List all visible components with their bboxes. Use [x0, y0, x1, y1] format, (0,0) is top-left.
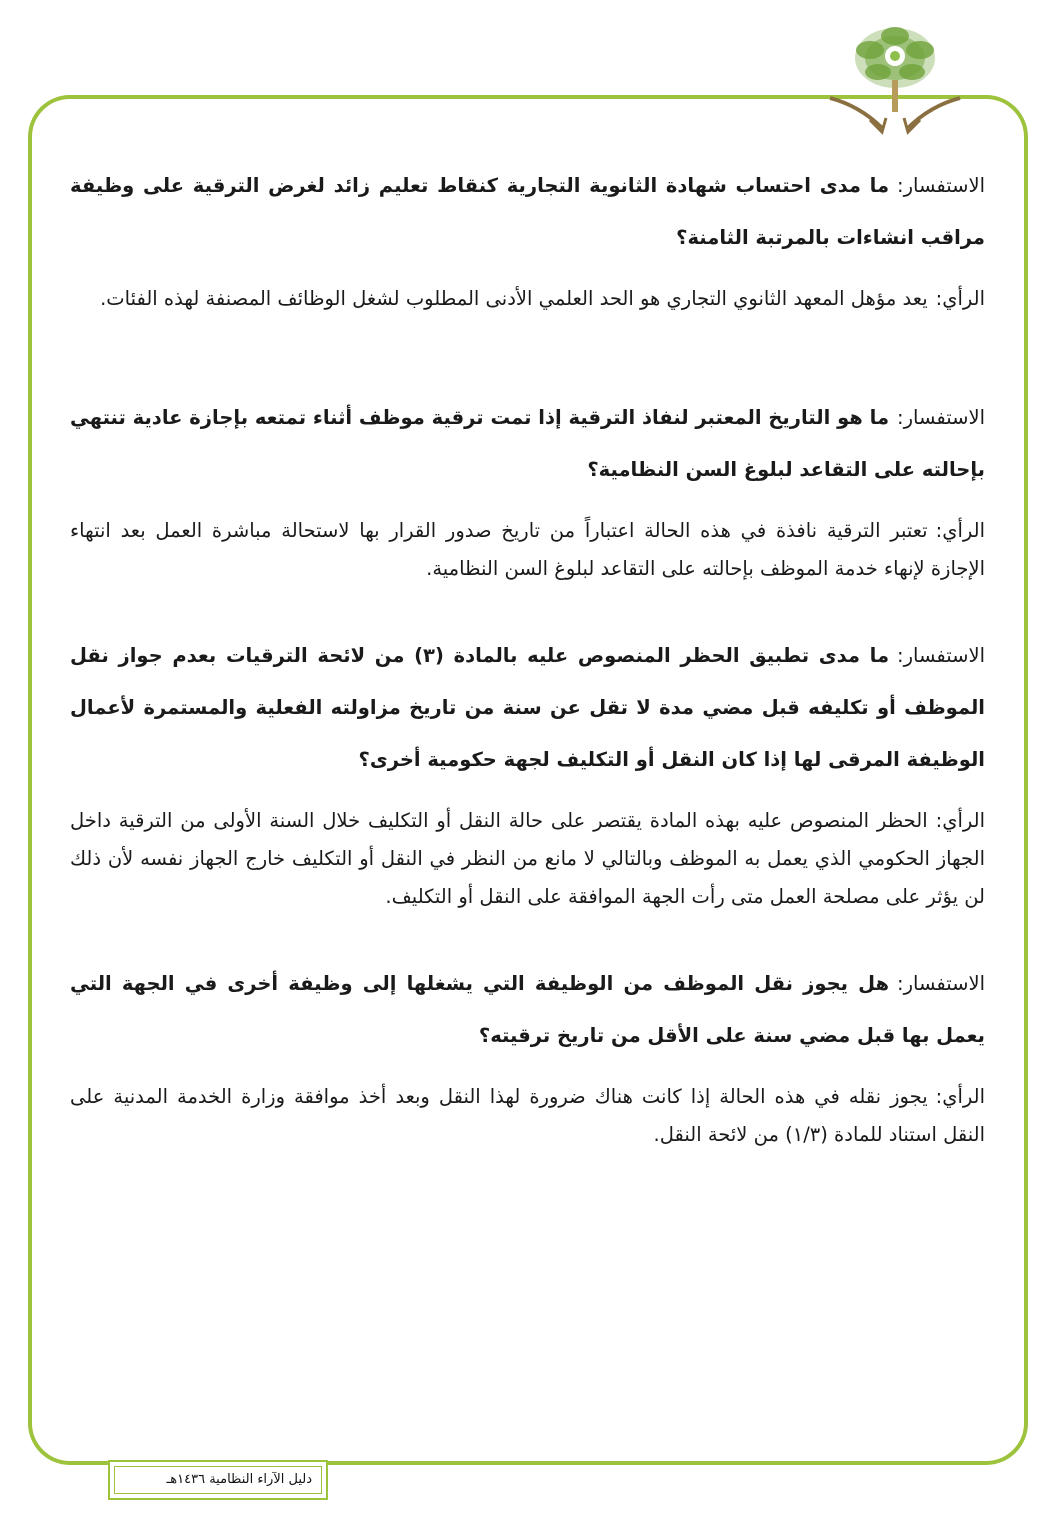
question: الاستفسار:هل يجوز نقل الموظف من الوظيفة التي يشغلها إلى وظيفة أخرى في الجهة التي يعمل بها قبل مضي سنة على الأقل من تاريخ ترقيته؟	[70, 972, 985, 1047]
qa-item	[70, 630, 985, 916]
answer: الرأي:تعتبر الترقية نافذة في هذه الحالة اعتباراً من تاريخ صدور القرار بها لاستحالة مباشرة العمل بعد انتهاء الإجازة لإنهاء خدمة الموظف بإحالته على التقاعد لبلوغ السن النظامية.	[70, 519, 985, 580]
question: الاستفسار:ما مدى تطبيق الحظر المنصوص عليه بالمادة (٣) من لائحة الترقيات بعدم جواز نقل الموظف أو تكليفه قبل مضي مدة لا تقل عن سنة من تاريخ مزاولته الفعلية والمستمرة لأعمال الوظيفة المرقى لها إذا كان النقل أو التكليف لجهة حكومية أخرى؟	[70, 644, 985, 771]
qa-item	[70, 958, 985, 1154]
question: الاستفسار:ما هو التاريخ المعتبر لنفاذ الترقية إذا تمت ترقية موظف أثناء تمتعه بإجازة عادية تنتهي بإحالته على التقاعد لبلوغ السن النظامية؟	[70, 406, 985, 481]
footer-label: دليل الآراء النظامية ١٤٣٦هـ	[108, 1460, 328, 1500]
answer: الرأي:الحظر المنصوص عليه بهذه المادة يقتصر على حالة النقل أو التكليف خلال السنة الأولى من الترقية داخل الجهاز الحكومي الذي يعمل به الموظف وبالتالي لا مانع من النظر في النقل أو التكليف خارج الجهاز نفسه لأن ذلك لن يؤثر على مصلحة العمل متى رأت الجهة الموافقة على النقل أو التكليف.	[70, 809, 985, 908]
ministry-logo	[810, 10, 980, 138]
answer: الرأي:يجوز نقله في هذه الحالة إذا كانت هناك ضرورة لهذا النقل وبعد أخذ موافقة وزارة الخدمة المدنية على النقل استناد للمادة (١/٣) من لائحة النقل.	[70, 1085, 985, 1146]
content-area	[70, 160, 985, 1196]
answer: الرأي:يعد مؤهل المعهد الثانوي التجاري هو الحد العلمي الأدنى المطلوب لشغل الوظائف المصنفة لهذه الفئات.	[100, 287, 985, 310]
qa-item	[70, 160, 985, 318]
question: الاستفسار:ما مدى احتساب شهادة الثانوية التجارية كنقاط تعليم زائد لغرض الترقية على وظيفة مراقب انشاءات بالمرتبة الثامنة؟	[70, 174, 985, 249]
qa-item	[70, 392, 985, 588]
